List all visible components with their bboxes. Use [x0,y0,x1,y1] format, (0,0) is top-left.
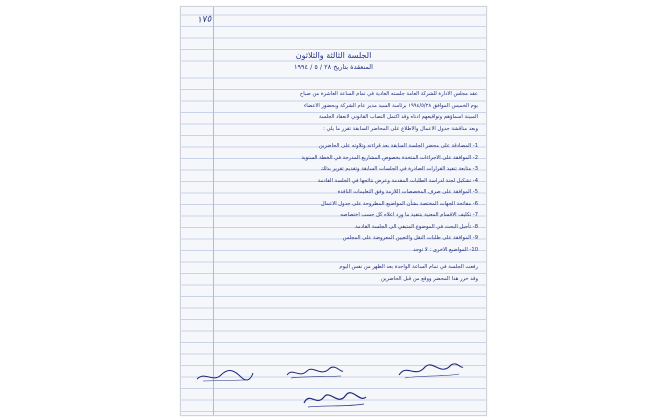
signature-4-scribble [300,385,370,411]
signature-1-scribble [195,367,255,385]
body-line: عقد مجلس الادارة للشركة العامة جلسته العادية في تمام الساعة العاشرة من صباح [299,91,478,97]
signature-4 [300,385,370,411]
body-line: المبينة اسماؤهم وتواقيعهم ادناه وقد اكتمل النصاب القانوني لانعقاد الجلسة [318,114,478,120]
body-line: 6- مفاتحة الجهات المختصة بشأن المواضيع المطروحة على جدول الاعمال [320,200,478,207]
body-line: رفعت الجلسة في تمام الساعة الواحدة بعد الظهر من نفس اليوم [339,264,478,270]
document-body [217,89,478,285]
signature-3 [395,359,465,381]
signature-2-scribble [285,361,345,381]
document-page [180,6,487,416]
signature-2 [285,361,345,381]
body-line: 9- الموافقة على طلبات النقل والتعيين المعروضة على المجلس [342,235,478,241]
page-title: الجلسة الثالثة والثلاثون [295,51,372,60]
body-line: 10- المواضيع الاخرى : لا توجد [413,246,478,253]
body-line: وبعد مناقشة جدول الاعمال والاطلاع على المحاضر السابقة تقرر ما يلي : [323,125,478,132]
body-line: 2- الموافقة على الاجراءات المتخذة بخصوص المشاريع المدرجة في الخطة السنوية [301,154,478,161]
body-line: وقد حرر هذا المحضر ووقع من قبل الحاضرين [380,275,478,282]
body-line: 4- تشكيل لجنة لدراسة الطلبات المقدمة وعرض نتائجها في الجلسة القادمة [317,177,478,184]
signature-block [195,359,476,413]
body-line: يوم الخميس الموافق ١٩٩٤/٥/٢٨ برئاسة السيد مدير عام الشركة وبحضور الاعضاء [303,102,478,109]
page-number: ١٧٥ [196,14,212,26]
body-line: 1- المصادقة على محضر الجلسة السابقة بعد قراءته وتلاوته على الحاضرين [318,143,478,149]
signature-3-scribble [395,359,465,381]
page-subtitle: المنعقدة بتاريخ ٢٨ / ٥ / ١٩٩٤ [294,63,373,71]
signature-1 [195,367,255,385]
body-line: 7- تكليف الاقسام المعنية بتنفيذ ما ورد اعلاه كل حسب اختصاصه [340,212,478,218]
body-line: 5- الموافقة على صرف المخصصات اللازمة وفق التعليمات النافذة [337,189,478,195]
body-line: 8- تأجيل البحث في الموضوع المتبقي الى الجلسة القادمة [355,223,478,230]
body-line: 3- متابعة تنفيذ القرارات الصادرة في الجلسات السابقة وتقديم تقرير بذلك [320,166,478,172]
